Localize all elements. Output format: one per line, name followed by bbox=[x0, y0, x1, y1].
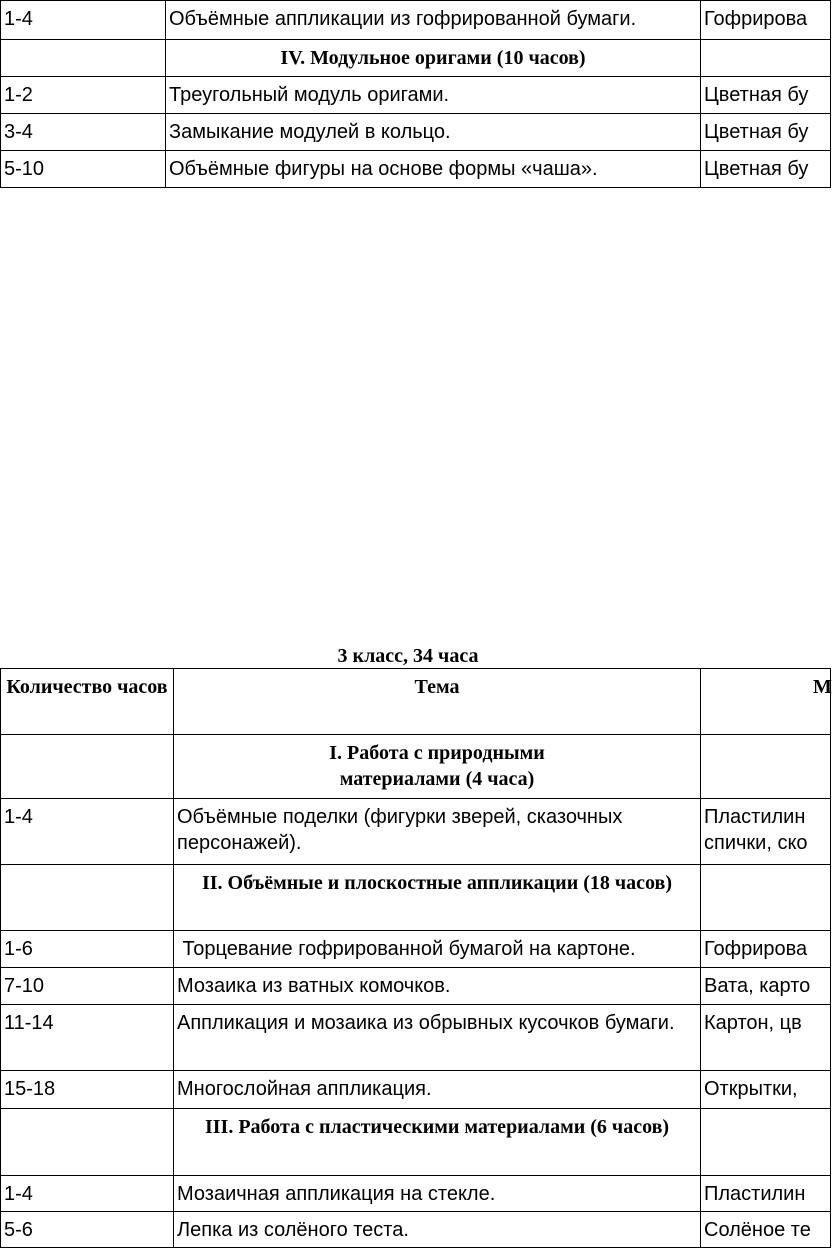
table-row bbox=[1, 77, 831, 114]
section-title: IV. Модульное оригами (10 часов) bbox=[166, 40, 701, 77]
table-row bbox=[1, 114, 831, 151]
table-row bbox=[1, 1071, 831, 1109]
topic-cell: Торцевание гофрированной бумагой на картоне. bbox=[174, 931, 701, 968]
section-title: III. Работа с пластическими материалами (6 часов) bbox=[174, 1109, 701, 1176]
section-title: I. Работа с природными материалами (4 часа) bbox=[174, 735, 701, 799]
hours-cell: 3-4 bbox=[1, 114, 166, 151]
hours-cell: 1-4 bbox=[1, 799, 174, 865]
program-table-part1 bbox=[0, 0, 831, 188]
program-table-grade3 bbox=[0, 668, 831, 1248]
table-row bbox=[1, 931, 831, 968]
hours-cell: 15-18 bbox=[1, 1071, 174, 1109]
materials-cell: Цветная бу bbox=[701, 114, 831, 151]
topic-cell: Треугольный модуль оригами. bbox=[166, 77, 701, 114]
table-row bbox=[1, 968, 831, 1005]
topic-cell: Объёмные фигуры на основе формы «чаша». bbox=[166, 151, 701, 188]
topic-cell: Мозаичная аппликация на стекле. bbox=[174, 1176, 701, 1212]
topic-cell: Лепка из солёного теста. bbox=[174, 1212, 701, 1248]
materials-cell: Картон, цв bbox=[701, 1005, 831, 1071]
section-row bbox=[1, 40, 831, 77]
table-row bbox=[1, 1005, 831, 1071]
hours-cell: 11-14 bbox=[1, 1005, 174, 1071]
header-hours: Количество часов bbox=[1, 669, 174, 735]
grade-title: 3 класс, 34 часа bbox=[337, 645, 479, 667]
section-title: II. Объёмные и плоскостные аппликации (18 часов) bbox=[174, 865, 701, 931]
table-row bbox=[1, 1, 831, 40]
materials-cell: Цветная бу bbox=[701, 151, 831, 188]
table-row bbox=[1, 1176, 831, 1212]
topic-cell: Замыкание модулей в кольцо. bbox=[166, 114, 701, 151]
section-row bbox=[1, 735, 831, 799]
header-materials: М bbox=[701, 669, 831, 735]
topic-cell: Объёмные аппликации из гофрированной бумаги. bbox=[166, 1, 701, 40]
materials-cell: Вата, карто bbox=[701, 968, 831, 1005]
header-row bbox=[1, 669, 831, 735]
table-row bbox=[1, 799, 831, 865]
hours-cell: 7-10 bbox=[1, 968, 174, 1005]
topic-cell: Аппликация и мозаика из обрывных кусочков бумаги. bbox=[174, 1005, 701, 1071]
topic-cell: Многослойная аппликация. bbox=[174, 1071, 701, 1109]
materials-cell: Цветная бу bbox=[701, 77, 831, 114]
topic-cell: Объёмные поделки (фигурки зверей, сказочных персонажей). bbox=[174, 799, 701, 865]
materials-cell: Солёное те bbox=[701, 1212, 831, 1248]
section-row bbox=[1, 865, 831, 931]
materials-cell: Открытки, bbox=[701, 1071, 831, 1109]
hours-cell: 1-6 bbox=[1, 931, 174, 968]
hours-cell: 5-6 bbox=[1, 1212, 174, 1248]
materials-cell: Пластилин bbox=[701, 1176, 831, 1212]
table-row bbox=[1, 151, 831, 188]
hours-cell: 1-2 bbox=[1, 77, 166, 114]
header-topic: Тема bbox=[174, 669, 701, 735]
materials-cell: Пластилин спички, ско bbox=[701, 799, 831, 865]
hours-cell: 5-10 bbox=[1, 151, 166, 188]
hours-cell: 1-4 bbox=[1, 1, 166, 40]
table-row bbox=[1, 1212, 831, 1248]
topic-cell: Мозаика из ватных комочков. bbox=[174, 968, 701, 1005]
materials-cell: Гофрирова bbox=[701, 931, 831, 968]
section-row bbox=[1, 1109, 831, 1176]
materials-cell: Гофрирова bbox=[701, 1, 831, 40]
hours-cell: 1-4 bbox=[1, 1176, 174, 1212]
